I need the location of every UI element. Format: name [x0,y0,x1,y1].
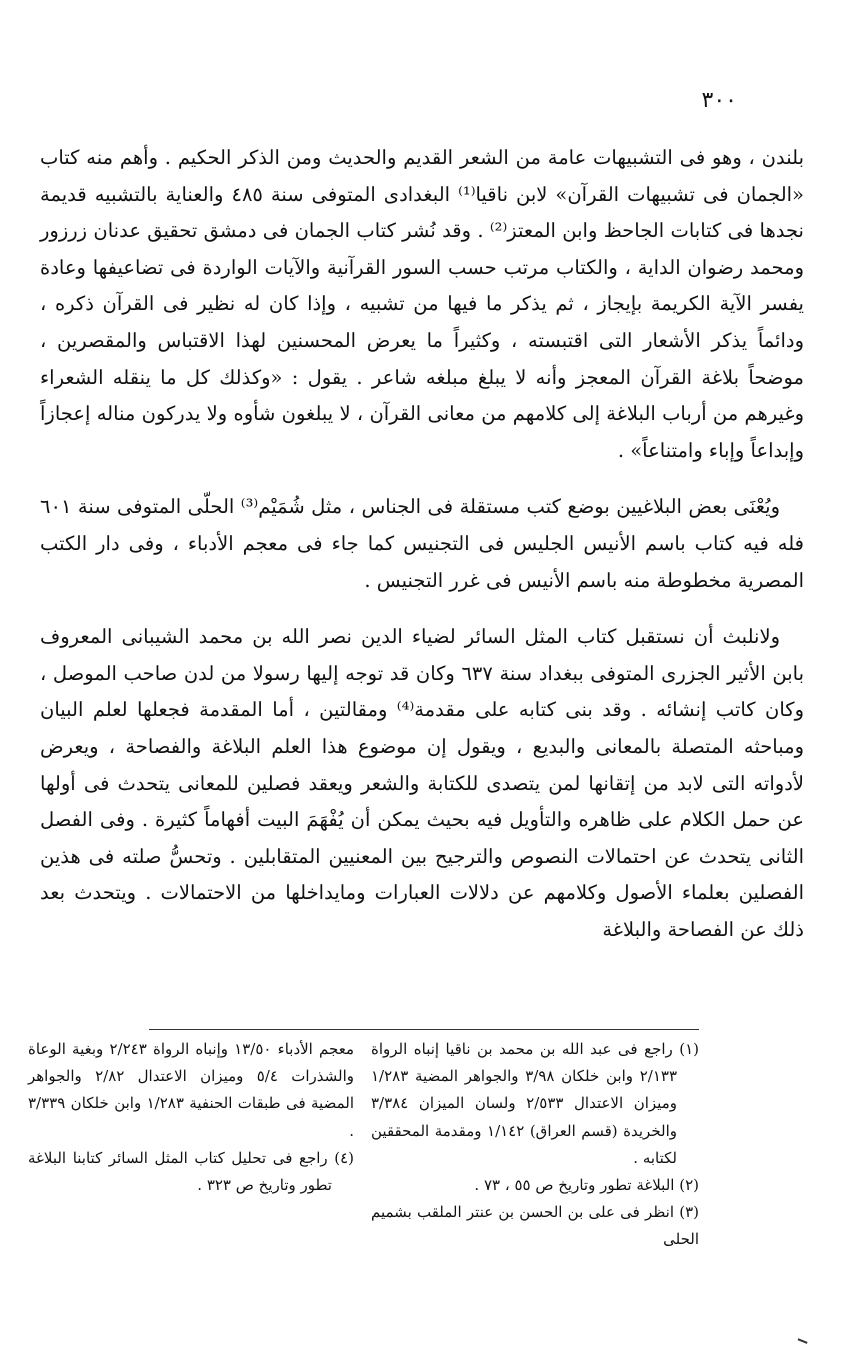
footnote-3-start: (٣) انظر فى على بن الحسن بن عنتر الملقب بشميم الحلى [371,1203,699,1249]
footnote-1: (١) راجع فى عبد الله بن محمد بن ناقيا إنباه الرواة ٢/١٣٣ وابن خلكان ٣/٩٨ والجواهر المضية ١/٢٨٣ وميزان الاعتدال ٢/٥٣٣ ولسان الميزان ٣/٣٨٤ والخريدة (قسم العراق) ١/١٤٢ ومقدمة المحققين لكتابه . [371,1040,699,1167]
footnotes-right-column [371,1036,699,1254]
footnote-divider [149,1029,699,1030]
paragraph-2: ويُعْنَى بعض البلاغيين بوضع كتب مستقلة فى الجناس ، مثل شُمَيْم⁽³⁾ الحلّى المتوفى سنة ٦٠١ فله فيه كتاب باسم الأنيس الجليس فى التجنيس كما جاء فى معجم الأدباء ، وفى دار الكتب المصرية مخطوطة منه باسم الأنيس فى غرر التجنيس . [40,495,804,592]
footnote-3-continued: معجم الأدباء ١٣/٥٠ وإنباه الرواة ٢/٢٤٣ وبغية الوعاة والشذرات ٥/٤ وميزان الاعتدال ٢/٨٢ والجواهر المضية فى طبقات الحنفية ١/٢٨٣ وابن خلكان ٣/٣٣٩ . [28,1040,355,1140]
footnote-2: (٢) البلاغة تطور وتاريخ ص ٥٥ ، ٧٣ . [474,1176,699,1195]
main-text-body [40,140,804,948]
scan-corner-mark [796,1338,807,1346]
page-number: ٣٠٠ [701,88,737,113]
footnotes-left-column [28,1036,354,1199]
footnote-4: (٤) راجع فى تحليل كتاب المثل السائر كتابنا البلاغة تطور وتاريخ ص ٣٢٣ . [28,1148,354,1195]
paragraph-1: بلندن ، وهو فى التشبيهات عامة من الشعر القديم والحديث ومن الذكر الحكيم . وأهم منه كتاب «الجمان فى تشبيهات القرآن» لابن ناقيا⁽¹⁾ البغدادى المتوفى سنة ٤٨٥ والعناية بالتشبيه قديمة نجدها فى كتابات الجاحظ وابن المعتز⁽²⁾ . وقد نُشر كتاب الجمان فى دمشق تحقيق عدنان زرزور ومحمد رضوان الداية ، والكتاب مرتب حسب السور القرآنية والآيات الواردة فى تضاعيفها وعادة يفسر الآية الكريمة بإيجاز ، ثم يذكر ما فيها من تشبيه ، وإذا كان له نظير فى القرآن ذكره ، ودائماً يذكر الأشعار التى اقتبسته ، وكثيراً ما يعرض المحسنين لهذا الاقتباس والمقصرين ، موضحاً بلاغة القرآن المعجز وأنه لا يبلغ مبلغه شاعر . يقول : «وكذلك كل ما ينقله الشعراء وغيرهم من أرباب البلاغة إلى كلامهم من معانى القرآن ، لا يبلغون شأوه ولا يدركون مناله إعجازاً وإبداعاً وإباء وامتناعاً» . [40,146,804,462]
paragraph-3: ولانلبث أن نستقبل كتاب المثل السائر لضياء الدين نصر الله بن محمد الشيبانى المعروف بابن الأثير الجزرى المتوفى ببغداد سنة ٦٣٧ وكان قد توجه إليها رسولا من لدن صاحب الموصل ، وكان كاتب إنشائه . وقد بنى كتابه على مقدمة⁽⁴⁾ ومقالتين ، أما المقدمة فجعلها لعلم البيان ومباحثه المتصلة بالمعانى والبديع ، ويقول إن موضوع هذا العلم البلاغة والفصاحة ، ويعرض لأدواته التى لابد من إتقانها لمن يتصدى للكتابة والشعر ويعقد فصلين للمعانى يتحدث فى أولها عن حمل الكلام على ظاهره والتأويل فيه بحيث يمكن أن يُفْهَمَ البيت أفهاماً كثيرة . وفى الفصل الثانى يتحدث عن احتمالات النصوص والترجيح بين المعنيين المتقابلين . وتحسُّ صلته فى هذين الفصلين بعلماء الأصول وكلامهم عن دلالات العبارات ومايداخلها من الاحتمالات . ويتحدث بعد ذلك عن الفصاحة والبلاغة [40,625,804,941]
